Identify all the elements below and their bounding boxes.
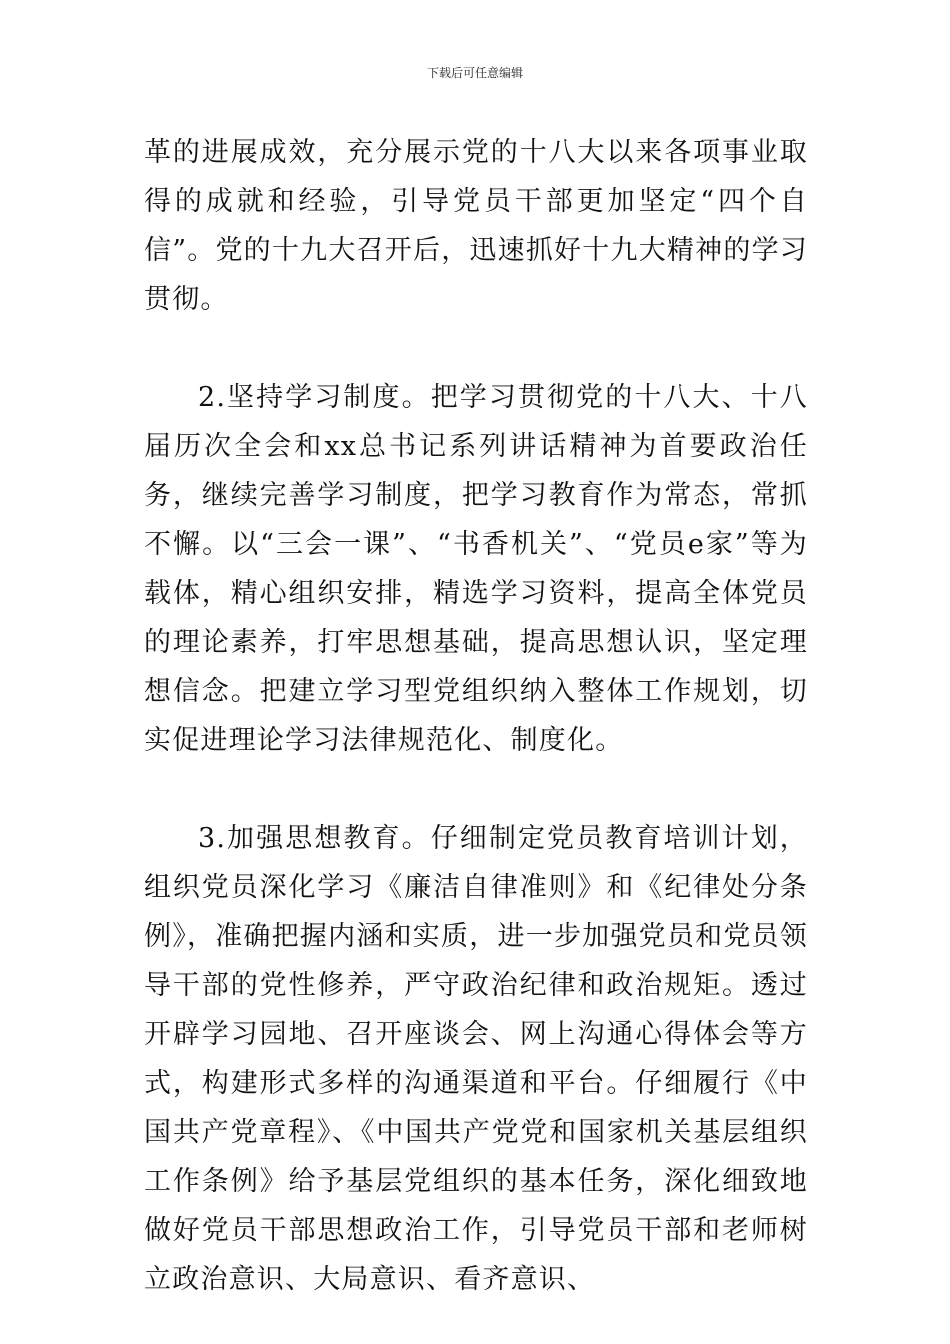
paragraph-ideological-education: 3.加强思想教育。仔细制定党员教育培训计划，组织党员深化学习《廉洁自律准则》和《纪律处分条例》，准确把握内涵和实质，进一步加强党员和党员领导干部的党性修养，严守政治纪律和政治规矩。透过开辟学习园地、召开座谈会、网上沟通心得体会等方式，构建形式多样的沟通渠道和平台。仔细履行《中国共产党章程》、《中国共产党党和国家机关基层组织工作条例》给予基层党组织的基本任务，深化细致地做好党员干部思想政治工作，引导党员干部和老师树立政治意识、大局意识、看齐意识、 bbox=[144, 823, 808, 1295]
paragraph-study-system: 2.坚持学习制度。把学习贯彻党的十八大、十八届历次全会和xx总书记系列讲话精神为首要政治任务，继续完善学习制度，把学习教育作为常态，常抓不懈。以“三会一课”、“书香机关”、“党员e家”等为载体，精心组织安排，精选学习资料，提高全体党员的理论素养，打牢思想基础，提高思想认识，坚定理想信念。把建立学习型党组织纳入整体工作规划，切实促进理论学习法律规范化、制度化。 bbox=[144, 382, 808, 756]
paragraph-continuation: 革的进展成效，充分展示党的十八大以来各项事业取得的成就和经验，引导党员干部更加坚定“四个自信”。党的十九大召开后，迅速抓好十九大精神的学习贯彻。 bbox=[144, 137, 808, 315]
paragraph-spacer bbox=[144, 324, 808, 373]
page-header-note: 下载后可任意编辑 bbox=[426, 66, 523, 80]
document-body bbox=[144, 128, 808, 1304]
paragraph-spacer bbox=[144, 765, 808, 814]
